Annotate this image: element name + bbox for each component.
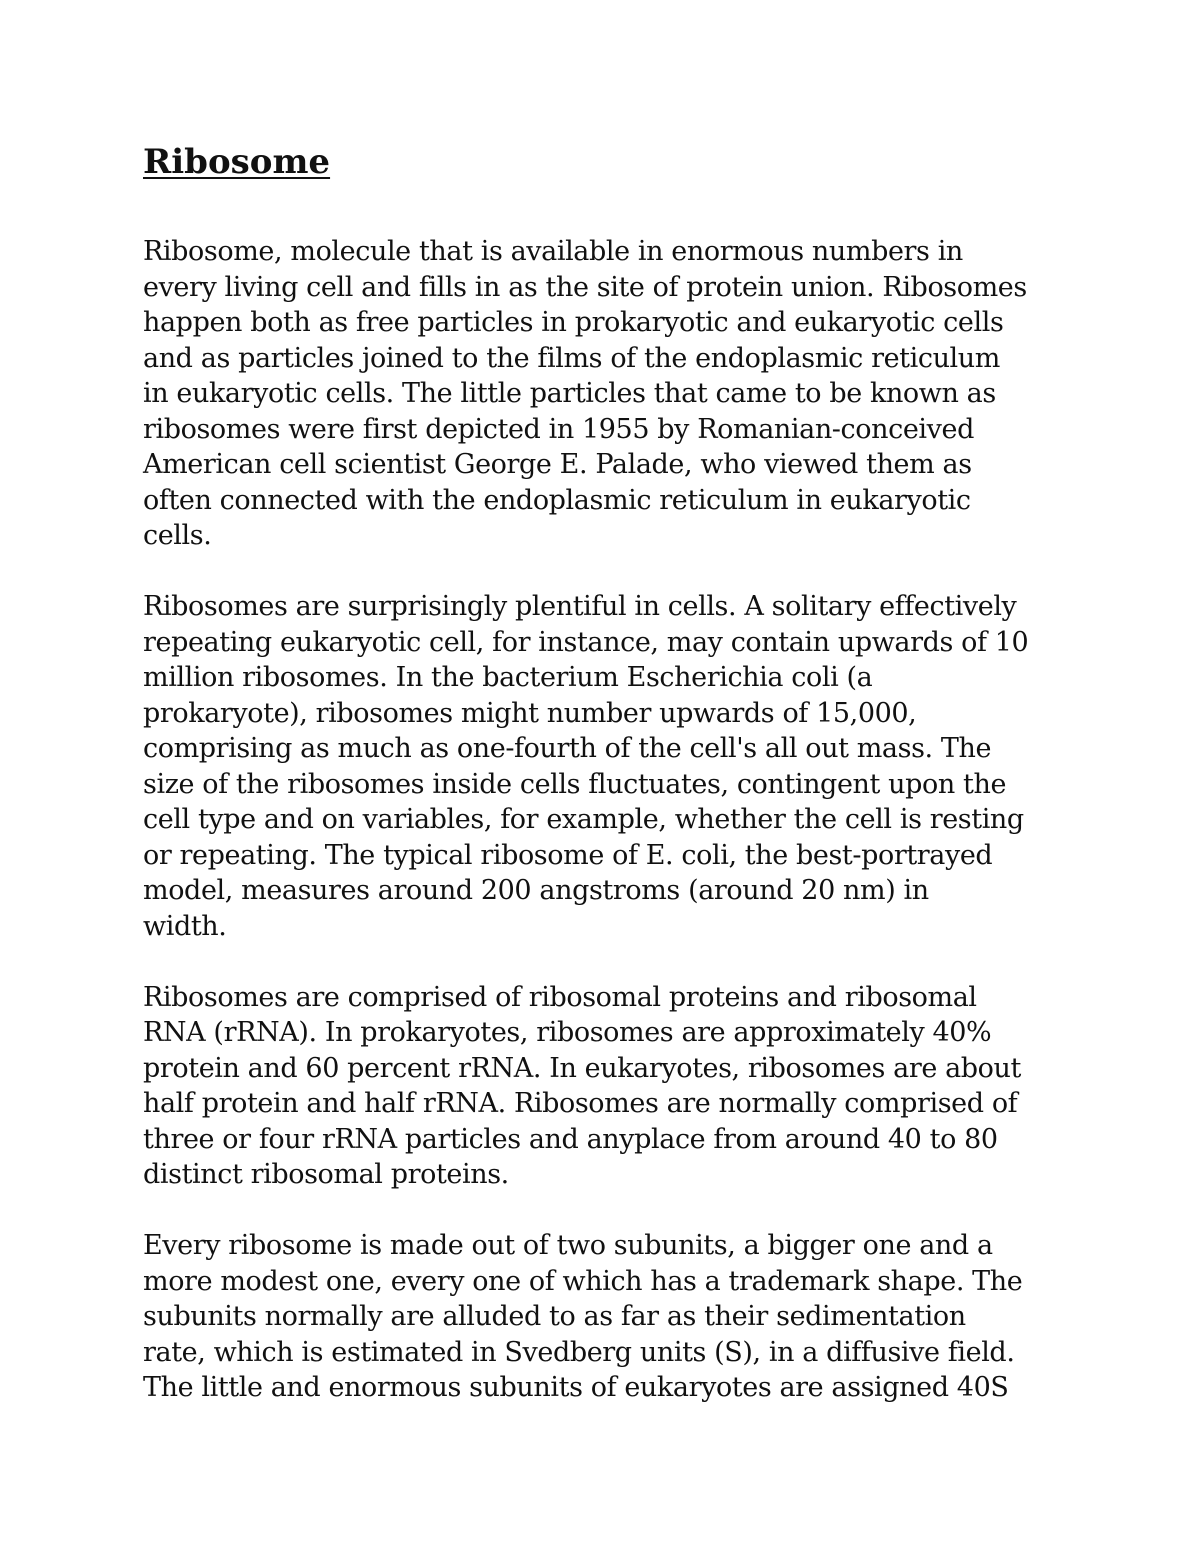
- document-body: [143, 138, 1073, 1441]
- text-line: Ribosome, molecule that is available in enormous numbers in: [143, 236, 963, 267]
- paragraph-2: [143, 589, 1073, 944]
- text-line: more modest one, every one of which has a trademark shape. The: [143, 1265, 1023, 1297]
- paragraph-4: [143, 1228, 1073, 1406]
- text-line: and as particles joined to the films of the endoplasmic reticulum: [143, 342, 1000, 374]
- text-line: million ribosomes. In the bacterium Escherichia coli (a: [143, 662, 873, 693]
- text-line: or repeating. The typical ribosome of E. coli, the best-portrayed: [143, 839, 993, 871]
- text-line: rate, which is estimated in Svedberg units (S), in a diffusive field.: [143, 1336, 1015, 1368]
- document-title: Ribosome: [143, 142, 331, 182]
- text-line: Ribosomes are comprised of ribosomal proteins and ribosomal: [143, 981, 977, 1013]
- text-line: protein and 60 percent rRNA. In eukaryotes, ribosomes are about: [143, 1052, 1021, 1084]
- text-line: comprising as much as one-fourth of the cell's all out mass. The: [143, 733, 992, 764]
- text-line: Ribosomes are surprisingly plentiful in cells. A solitary effectively: [143, 591, 1017, 622]
- text-line: prokaryote), ribosomes might number upwards of 15,000,: [143, 697, 917, 729]
- text-line: half protein and half rRNA. Ribosomes are normally comprised of: [143, 1088, 1018, 1119]
- paragraph-1: [143, 234, 1073, 554]
- text-line: The little and enormous subunits of eukaryotes are assigned 40S: [143, 1372, 1009, 1403]
- text-line: width.: [143, 910, 227, 942]
- text-line: every living cell and fills in as the site of protein union. Ribosomes: [143, 271, 1027, 303]
- text-line: happen both as free particles in prokaryotic and eukaryotic cells: [143, 307, 1004, 338]
- text-line: cells.: [143, 520, 212, 551]
- text-line: distinct ribosomal proteins.: [143, 1159, 509, 1190]
- text-line: subunits normally are alluded to as far as their sedimentation: [143, 1301, 966, 1332]
- text-line: repeating eukaryotic cell, for instance, may contain upwards of 10: [143, 626, 1029, 658]
- text-line: RNA (rRNA). In prokaryotes, ribosomes are approximately 40%: [143, 1017, 992, 1048]
- text-line: in eukaryotic cells. The little particles that came to be known as: [143, 378, 996, 409]
- text-line: cell type and on variables, for example, whether the cell is resting: [143, 804, 1024, 835]
- text-line: three or four rRNA particles and anyplace from around 40 to 80: [143, 1123, 998, 1155]
- text-line: size of the ribosomes inside cells fluctuates, contingent upon the: [143, 768, 1007, 800]
- text-line: American cell scientist George E. Palade, who viewed them as: [143, 449, 972, 480]
- text-line: model, measures around 200 angstroms (around 20 nm) in: [143, 875, 929, 906]
- text-line: often connected with the endoplasmic reticulum in eukaryotic: [143, 484, 971, 516]
- text-line: ribosomes were first depicted in 1955 by Romanian-conceived: [143, 413, 974, 445]
- text-line: Every ribosome is made out of two subunits, a bigger one and a: [143, 1230, 993, 1261]
- paragraph-3: [143, 980, 1073, 1193]
